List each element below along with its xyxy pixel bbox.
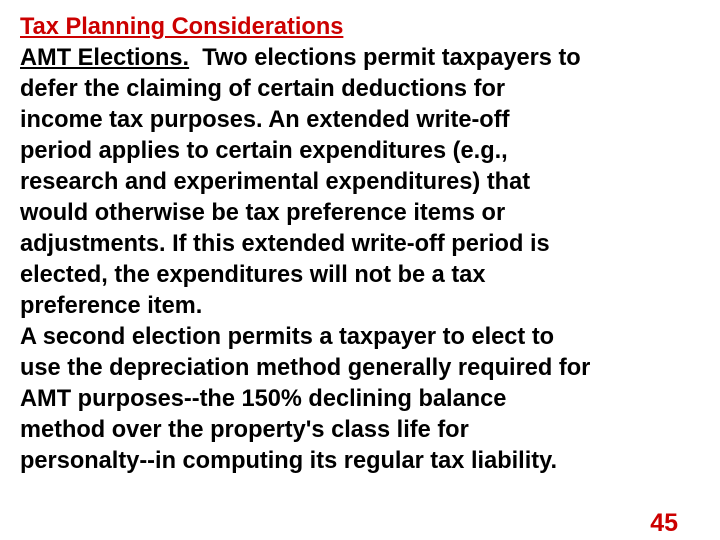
paragraph-1-line-7: adjustments. If this extended write-off period is (20, 231, 550, 257)
paragraph-1-line-3: income tax purposes. An extended write-off (20, 107, 510, 133)
paragraph-1-line-1 (20, 43, 710, 74)
slide-body (20, 12, 710, 477)
paragraph-1-line-4: period applies to certain expenditures (e.g., (20, 138, 508, 164)
paragraph-1-line-2: defer the claiming of certain deductions for (20, 76, 506, 102)
amt-elections-heading: AMT Elections. (20, 45, 190, 71)
paragraph-2-line-4: method over the property's class life for (20, 417, 469, 443)
paragraph-1-line-8: elected, the expenditures will not be a tax (20, 262, 486, 288)
paragraph-2-line-2: use the depreciation method generally required for (20, 355, 591, 381)
paragraph-1-line-5: research and experimental expenditures) that (20, 169, 531, 195)
paragraph-2-line-5: personalty--in computing its regular tax liability. (20, 448, 558, 474)
paragraph-1-line-6: would otherwise be tax preference items or (20, 200, 506, 226)
paragraph-2-line-3: AMT purposes--the 150% declining balance (20, 386, 507, 412)
paragraph-1-line-1-text: Two elections permit taxpayers to (202, 45, 581, 71)
page-number: 45 (650, 509, 678, 537)
paragraph-2-line-1: A second election permits a taxpayer to elect to (20, 324, 555, 350)
slide-title: Tax Planning Considerations (20, 14, 344, 40)
paragraph-1-line-9: preference item. (20, 293, 203, 319)
